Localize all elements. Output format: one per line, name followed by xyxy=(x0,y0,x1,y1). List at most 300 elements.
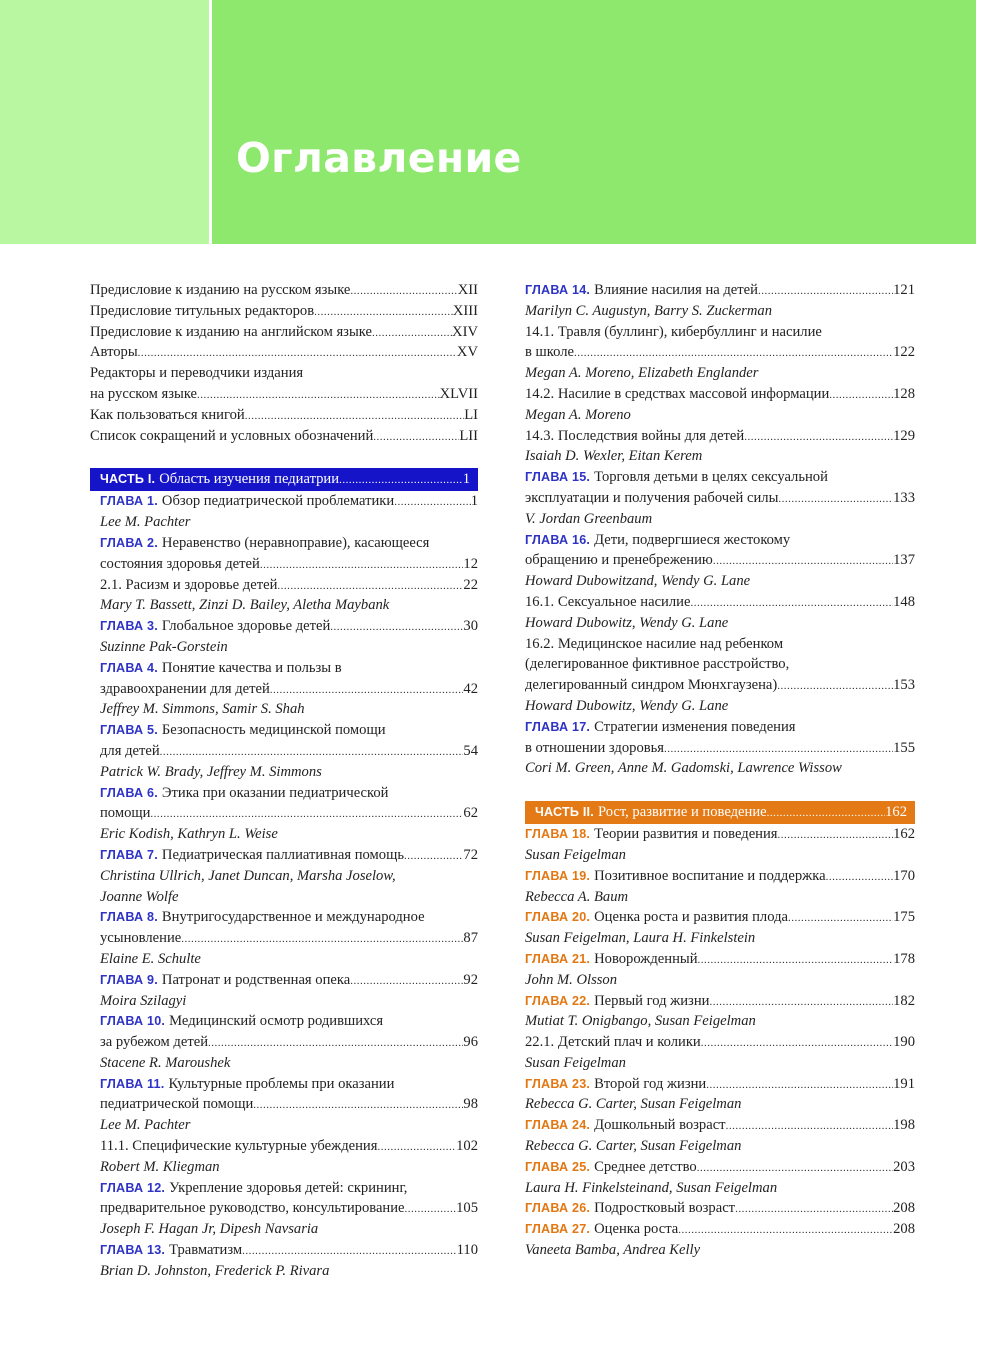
page-number: 1 xyxy=(470,493,478,510)
page-number: XLVII xyxy=(439,385,478,402)
chapter-label: ГЛАВА 5. xyxy=(100,723,158,738)
toc-entry[interactable] xyxy=(525,991,915,1012)
chapter-label: ГЛАВА 3. xyxy=(100,619,158,634)
toc-authors xyxy=(525,405,915,426)
leader-dots xyxy=(767,802,885,825)
chapter-label: ГЛАВА 27. xyxy=(525,1222,591,1237)
part-page: 1 xyxy=(462,471,470,488)
author-names: Howard Dubowitz, Wendy G. Lane xyxy=(525,614,729,631)
toc-entry[interactable] xyxy=(100,720,478,741)
toc-entry[interactable] xyxy=(90,322,478,343)
toc-authors xyxy=(525,928,915,949)
entry-title: Авторы xyxy=(90,344,138,361)
author-names: Moira Szilagyi xyxy=(100,992,187,1009)
toc-entry[interactable] xyxy=(525,654,915,675)
entry-title: Патронат и родственная опека xyxy=(161,971,351,988)
entry-title: Глобальное здоровье детей xyxy=(161,618,331,635)
toc-entry[interactable] xyxy=(100,1074,478,1095)
chapter-label: ГЛАВА 16. xyxy=(525,532,591,547)
page-number: XV xyxy=(456,344,478,361)
leader-dots xyxy=(394,492,470,513)
entry-title: Этика при оказании педиатрической xyxy=(161,784,389,801)
author-names: Brian D. Johnston, Frederick P. Rivara xyxy=(100,1262,330,1279)
toc-entry[interactable] xyxy=(525,907,915,928)
toc-entry[interactable] xyxy=(525,1157,915,1178)
header-band-light xyxy=(0,0,209,244)
toc-entry[interactable] xyxy=(525,342,915,363)
leader-dots xyxy=(260,555,464,576)
toc-entry[interactable] xyxy=(525,384,915,405)
page-title: Оглавление xyxy=(236,134,522,182)
toc-authors xyxy=(100,1261,478,1282)
toc-authors xyxy=(525,613,915,634)
chapter-label: ГЛАВА 21. xyxy=(525,951,591,966)
entry-title: Первый год жизни xyxy=(594,992,710,1009)
page-number: 155 xyxy=(893,739,915,756)
author-names: Susan Feigelman xyxy=(525,1054,626,1071)
entry-title: Дошкольный возраст xyxy=(594,1117,726,1134)
leader-dots xyxy=(713,551,893,572)
leader-dots xyxy=(160,742,464,763)
author-names: Marilyn C. Augustyn, Barry S. Zuckerman xyxy=(525,302,772,319)
part-title: Область изучения педиатрии xyxy=(159,471,340,488)
entry-title: Оценка роста xyxy=(594,1221,679,1238)
toc-authors xyxy=(100,512,478,533)
leader-dots xyxy=(788,908,893,929)
page-number: 87 xyxy=(463,930,478,947)
chapter-label: ГЛАВА 1. xyxy=(100,494,158,509)
toc-entry[interactable] xyxy=(90,384,478,405)
chapter-label: ГЛАВА 24. xyxy=(525,1118,591,1133)
toc-authors xyxy=(100,1115,478,1136)
leader-dots xyxy=(726,1116,894,1137)
toc-authors xyxy=(525,887,915,908)
entry-title: Подростковый возраст xyxy=(594,1200,736,1217)
toc-entry[interactable] xyxy=(100,803,478,824)
author-names: Rebecca G. Carter, Susan Feigelman xyxy=(525,1138,742,1155)
entry-title: педиатрической помощи xyxy=(100,1096,254,1113)
leader-dots xyxy=(698,950,894,971)
author-names: Susan Feigelman xyxy=(525,846,626,863)
author-names: Megan A. Moreno, Elizabeth Englander xyxy=(525,365,759,382)
entry-title: здравоохранении для детей xyxy=(100,680,270,697)
page-number: 129 xyxy=(893,427,915,444)
leader-dots xyxy=(778,489,893,510)
toc-authors xyxy=(525,1178,915,1199)
leader-dots xyxy=(664,739,893,760)
toc-entry[interactable] xyxy=(100,845,478,866)
chapter-label: ГЛАВА 25. xyxy=(525,1159,591,1174)
chapter-label: ГЛАВА 4. xyxy=(100,660,158,675)
front-matter-list xyxy=(90,280,478,446)
entry-title: в школе xyxy=(525,344,574,361)
toc-authors xyxy=(100,637,478,658)
page-number: 190 xyxy=(893,1034,915,1051)
part-title: Рост, развитие и поведение xyxy=(597,804,767,821)
leader-dots xyxy=(690,593,893,614)
page-number: 92 xyxy=(463,971,478,988)
leader-dots xyxy=(701,1033,893,1054)
leader-dots xyxy=(777,676,893,697)
toc-entry[interactable] xyxy=(525,717,915,738)
page-number: 96 xyxy=(463,1034,478,1051)
entry-title: Предисловие к изданию на русском языке xyxy=(90,282,351,298)
leader-dots xyxy=(339,469,463,492)
page-number: 22 xyxy=(463,576,478,593)
leader-dots xyxy=(678,1220,893,1241)
chapter-label: ГЛАВА 23. xyxy=(525,1076,591,1091)
toc-entry[interactable] xyxy=(525,1219,915,1240)
toc-authors xyxy=(100,866,478,887)
toc-entry[interactable] xyxy=(100,658,478,679)
toc-authors xyxy=(525,1136,915,1157)
toc-authors xyxy=(100,887,478,908)
chapter-label: ГЛАВА 7. xyxy=(100,847,158,862)
toc-entry[interactable] xyxy=(525,738,915,759)
page-number: XIII xyxy=(452,302,478,319)
leader-dots xyxy=(350,281,457,302)
leader-dots xyxy=(350,971,463,992)
entry-title: состояния здоровья детей xyxy=(100,555,260,572)
entry-title: предварительное руководство, консультирование xyxy=(100,1200,405,1217)
author-names: Megan A. Moreno xyxy=(525,406,631,423)
toc-authors xyxy=(100,949,478,970)
page-number: 54 xyxy=(463,742,478,759)
toc-authors xyxy=(100,1219,478,1240)
leader-dots xyxy=(574,343,893,364)
page-number: 153 xyxy=(893,677,915,694)
leader-dots xyxy=(253,1095,463,1116)
toc-authors xyxy=(525,446,915,467)
leader-dots xyxy=(197,385,440,406)
toc-entry[interactable] xyxy=(525,426,915,447)
entry-title: Как пользоваться книгой xyxy=(90,406,245,423)
entry-title: Редакторы и переводчики издания xyxy=(90,365,304,382)
toc-entry[interactable] xyxy=(90,301,478,322)
leader-dots xyxy=(373,427,459,448)
entry-title: за рубежом детей xyxy=(100,1034,208,1051)
toc-entry[interactable] xyxy=(525,592,915,613)
entry-title: (делегированное фиктивное расстройство, xyxy=(525,656,790,673)
entry-title: Среднее детство xyxy=(594,1158,697,1175)
chapter-label: ГЛАВА 13. xyxy=(100,1243,166,1258)
entry-title: эксплуатации и получения рабочей силы xyxy=(525,489,779,506)
author-names: Cori M. Green, Anne M. Gadomski, Lawrence Wissow xyxy=(525,760,842,777)
chapter-label: ГЛАВА 6. xyxy=(100,785,158,800)
leader-dots xyxy=(277,576,463,597)
toc-entry[interactable] xyxy=(100,1240,478,1261)
toc-authors xyxy=(525,1011,915,1032)
author-names: Howard Dubowitz, Wendy G. Lane xyxy=(525,697,729,714)
toc-entry[interactable] xyxy=(100,1011,478,1032)
toc-authors xyxy=(525,301,915,322)
leader-dots xyxy=(270,680,464,701)
part-2-entries xyxy=(525,824,915,1261)
chapter-label: ГЛАВА 2. xyxy=(100,535,158,550)
leader-dots xyxy=(778,825,894,846)
page-number: 191 xyxy=(893,1075,915,1092)
toc-entry[interactable] xyxy=(100,1136,478,1157)
toc-entry[interactable] xyxy=(525,1074,915,1095)
toc-entry[interactable] xyxy=(90,342,478,363)
entry-title: Безопасность медицинской помощи xyxy=(161,722,386,739)
toc-entry[interactable] xyxy=(100,1094,478,1115)
toc-entry[interactable] xyxy=(100,616,478,637)
page-number: 30 xyxy=(463,618,478,635)
entry-title: 14.2. Насилие в средствах массовой информации xyxy=(525,385,830,402)
toc-entry[interactable] xyxy=(525,1032,915,1053)
entry-title: делегированный синдром Мюнхгаузена) xyxy=(525,677,778,694)
toc-entry[interactable] xyxy=(525,280,915,301)
author-names: John M. Olsson xyxy=(525,971,618,988)
author-names: Lee M. Pachter xyxy=(100,1117,191,1134)
entry-title: 14.1. Травля (буллинг), кибербуллинг и насилие xyxy=(525,323,822,340)
page-number: 208 xyxy=(893,1200,915,1217)
page-number: 105 xyxy=(456,1200,478,1217)
entry-title: на русском языке xyxy=(90,385,198,402)
leader-dots xyxy=(404,846,463,867)
author-names: V. Jordan Greenbaum xyxy=(525,510,653,527)
toc-left-column xyxy=(90,280,478,1282)
entry-title: 14.3. Последствия войны для детей xyxy=(525,427,745,444)
toc-entry[interactable] xyxy=(100,533,478,554)
chapter-label: ГЛАВА 9. xyxy=(100,972,158,987)
entry-title: Внутригосударственное и международное xyxy=(161,909,425,926)
author-names: Howard Dubowitzand, Wendy G. Lane xyxy=(525,573,751,590)
toc-entry[interactable] xyxy=(525,488,915,509)
toc-authors xyxy=(100,699,478,720)
section-gap xyxy=(525,779,915,801)
author-names: Mutiat T. Onigbango, Susan Feigelman xyxy=(525,1013,756,1030)
page-number: 110 xyxy=(456,1242,478,1259)
page-number: 72 xyxy=(463,846,478,863)
page-number: 133 xyxy=(893,489,915,506)
chapter-label: ГЛАВА 14. xyxy=(525,283,591,297)
toc-entry[interactable] xyxy=(525,1115,915,1136)
toc-authors xyxy=(525,696,915,717)
toc-entry[interactable] xyxy=(100,783,478,804)
entry-title: Укрепление здоровья детей: скрининг, xyxy=(169,1179,408,1196)
page-number: 62 xyxy=(463,805,478,822)
toc-entry[interactable] xyxy=(525,949,915,970)
author-names: Susan Feigelman, Laura H. Finkelstein xyxy=(525,930,756,947)
toc-authors xyxy=(525,571,915,592)
author-names: Jeffrey M. Simmons, Samir S. Shah xyxy=(100,701,305,718)
author-names: Mary T. Bassett, Zinzi D. Bailey, Aletha Maybank xyxy=(100,597,390,614)
leader-dots xyxy=(138,343,457,364)
leader-dots xyxy=(330,617,463,638)
leader-dots xyxy=(758,281,893,302)
leader-dots xyxy=(706,1075,893,1096)
page-number: 148 xyxy=(893,593,915,610)
toc-entry[interactable] xyxy=(100,575,478,596)
page-number: XIV xyxy=(452,323,478,340)
page-number: 121 xyxy=(893,282,915,298)
toc-entry[interactable] xyxy=(525,866,915,887)
entry-title: 2.1. Расизм и здоровье детей xyxy=(100,576,278,593)
leader-dots xyxy=(150,804,463,825)
right-column-entries xyxy=(525,280,915,779)
chapter-label: ГЛАВА 26. xyxy=(525,1201,591,1216)
toc-entry[interactable] xyxy=(100,679,478,700)
toc-authors xyxy=(525,1240,915,1261)
leader-dots xyxy=(242,1241,457,1262)
entry-title: Травматизм xyxy=(169,1242,243,1259)
toc-authors xyxy=(525,1094,915,1115)
entry-title: помощи xyxy=(100,805,151,822)
author-names: Isaiah D. Wexler, Eitan Kerem xyxy=(525,448,703,465)
entry-title: Медицинский осмотр родившихся xyxy=(169,1013,384,1030)
entry-title: Дети, подвергшиеся жестокому xyxy=(594,531,791,548)
page-number: XII xyxy=(457,282,478,298)
author-names: Vaneeta Bamba, Andrea Kelly xyxy=(525,1242,701,1259)
entry-title: Педиатрическая паллиативная помощь xyxy=(161,846,404,863)
author-names: Joseph F. Hagan Jr, Dipesh Navsaria xyxy=(100,1221,319,1238)
entry-title: Культурные проблемы при оказании xyxy=(168,1075,395,1092)
toc-entry[interactable] xyxy=(90,280,478,301)
page-number: 162 xyxy=(893,826,915,843)
leader-dots xyxy=(709,992,893,1013)
author-names: Rebecca A. Baum xyxy=(525,888,629,905)
chapter-label: ГЛАВА 12. xyxy=(100,1180,166,1195)
entry-title: Теории развития и поведения xyxy=(594,826,778,843)
toc-entry[interactable] xyxy=(100,741,478,762)
entry-title: Торговля детьми в целях сексуальной xyxy=(594,469,828,486)
entry-title: Предисловие титульных редакторов xyxy=(90,302,315,319)
leader-dots xyxy=(245,406,465,427)
toc-entry[interactable] xyxy=(100,491,478,512)
page-number: 128 xyxy=(893,385,915,402)
entry-title: 16.2. Медицинское насилие над ребенком xyxy=(525,635,784,652)
toc-right-column xyxy=(525,280,915,1261)
entry-title: 11.1. Специфические культурные убеждения xyxy=(100,1138,378,1155)
toc-entry[interactable] xyxy=(100,554,478,575)
page-number: 182 xyxy=(893,992,915,1009)
author-names: Rebecca G. Carter, Susan Feigelman xyxy=(525,1096,742,1113)
entry-title: Список сокращений и условных обозначений xyxy=(90,427,374,444)
part-1-entries xyxy=(90,491,478,1281)
page-number: 203 xyxy=(893,1158,915,1175)
toc-entry[interactable] xyxy=(525,634,915,655)
entry-title: Обзор педиатрической проблематики xyxy=(161,493,395,510)
entry-title: Стратегии изменения поведения xyxy=(594,718,796,735)
toc-entry[interactable] xyxy=(90,426,478,447)
chapter-label: ГЛАВА 8. xyxy=(100,910,158,925)
toc-entry[interactable] xyxy=(100,928,478,949)
chapter-label: ГЛАВА 10. xyxy=(100,1014,166,1029)
leader-dots xyxy=(735,1199,893,1220)
page-number: 175 xyxy=(893,909,915,926)
leader-dots xyxy=(181,929,463,950)
toc-entry[interactable] xyxy=(525,530,915,551)
leader-dots xyxy=(208,1033,463,1054)
author-names: Patrick W. Brady, Jeffrey M. Simmons xyxy=(100,763,322,780)
entry-title: Неравенство (неравноправие), касающееся xyxy=(161,534,430,551)
toc-entry[interactable] xyxy=(525,550,915,571)
toc-authors xyxy=(525,845,915,866)
part-label: ЧАСТЬ II. xyxy=(535,805,594,820)
chapter-label: ГЛАВА 19. xyxy=(525,868,591,883)
page-number: 178 xyxy=(893,950,915,967)
toc-authors xyxy=(100,595,478,616)
toc-entry[interactable] xyxy=(525,1198,915,1219)
header-band xyxy=(212,0,976,244)
toc-authors xyxy=(100,762,478,783)
leader-dots xyxy=(372,323,452,344)
page-number: LII xyxy=(459,427,478,444)
chapter-label: ГЛАВА 18. xyxy=(525,827,591,842)
leader-dots xyxy=(744,427,893,448)
toc-entry[interactable] xyxy=(525,675,915,696)
toc-authors xyxy=(525,363,915,384)
toc-entry[interactable] xyxy=(525,824,915,845)
page-number: 198 xyxy=(893,1117,915,1134)
entry-title: 22.1. Детский плач и колики xyxy=(525,1034,701,1051)
toc-entry[interactable] xyxy=(100,1178,478,1199)
author-names: Joanne Wolfe xyxy=(100,888,179,905)
page-number: 98 xyxy=(463,1096,478,1113)
entry-title: 16.1. Сексуальное насилие xyxy=(525,593,691,610)
entry-title: в отношении здоровья xyxy=(525,739,664,756)
leader-dots xyxy=(697,1158,893,1179)
part-2-header[interactable] xyxy=(525,801,915,824)
toc-entry[interactable] xyxy=(100,1198,478,1219)
leader-dots xyxy=(829,385,893,406)
part-page: 162 xyxy=(885,804,907,821)
toc-entry[interactable] xyxy=(100,970,478,991)
section-gap xyxy=(90,446,478,468)
toc-authors xyxy=(525,758,915,779)
page-number: 170 xyxy=(893,867,915,884)
entry-title: усыновление xyxy=(100,930,182,947)
author-names: Suzinne Pak-Gorstein xyxy=(100,638,228,655)
part-label: ЧАСТЬ I. xyxy=(100,472,156,487)
toc-entry[interactable] xyxy=(525,467,915,488)
author-names: Laura H. Finkelsteinand, Susan Feigelman xyxy=(525,1179,778,1196)
leader-dots xyxy=(377,1137,456,1158)
page-number: 102 xyxy=(456,1138,478,1155)
author-names: Robert M. Kliegman xyxy=(100,1158,220,1175)
entry-title: Предисловие к изданию на английском языке xyxy=(90,323,372,340)
toc-authors xyxy=(525,1053,915,1074)
toc-authors xyxy=(100,991,478,1012)
toc-entry[interactable] xyxy=(90,405,478,426)
leader-dots xyxy=(405,1199,457,1220)
author-names: Elaine E. Schulte xyxy=(100,950,201,967)
toc-entry[interactable] xyxy=(90,363,478,384)
toc-authors xyxy=(100,1157,478,1178)
entry-title: Позитивное воспитание и поддержка xyxy=(594,867,826,884)
toc-authors xyxy=(100,1053,478,1074)
chapter-label: ГЛАВА 20. xyxy=(525,910,591,925)
page-number: 208 xyxy=(893,1221,915,1238)
toc-entry[interactable] xyxy=(100,1032,478,1053)
part-1-header[interactable] xyxy=(90,468,478,491)
toc-entry[interactable] xyxy=(525,322,915,343)
entry-title: Новорожденный xyxy=(594,950,698,967)
toc-entry[interactable] xyxy=(100,907,478,928)
entry-title: обращению и пренебрежению xyxy=(525,552,713,569)
leader-dots xyxy=(826,867,894,888)
toc-authors xyxy=(525,509,915,530)
toc-authors xyxy=(525,970,915,991)
author-names: Christina Ullrich, Janet Duncan, Marsha Joselow, xyxy=(100,867,396,884)
leader-dots xyxy=(314,302,453,323)
entry-title: Второй год жизни xyxy=(594,1075,707,1092)
page-number: 42 xyxy=(463,680,478,697)
page-number: 12 xyxy=(463,555,478,572)
author-names: Lee M. Pachter xyxy=(100,514,191,531)
